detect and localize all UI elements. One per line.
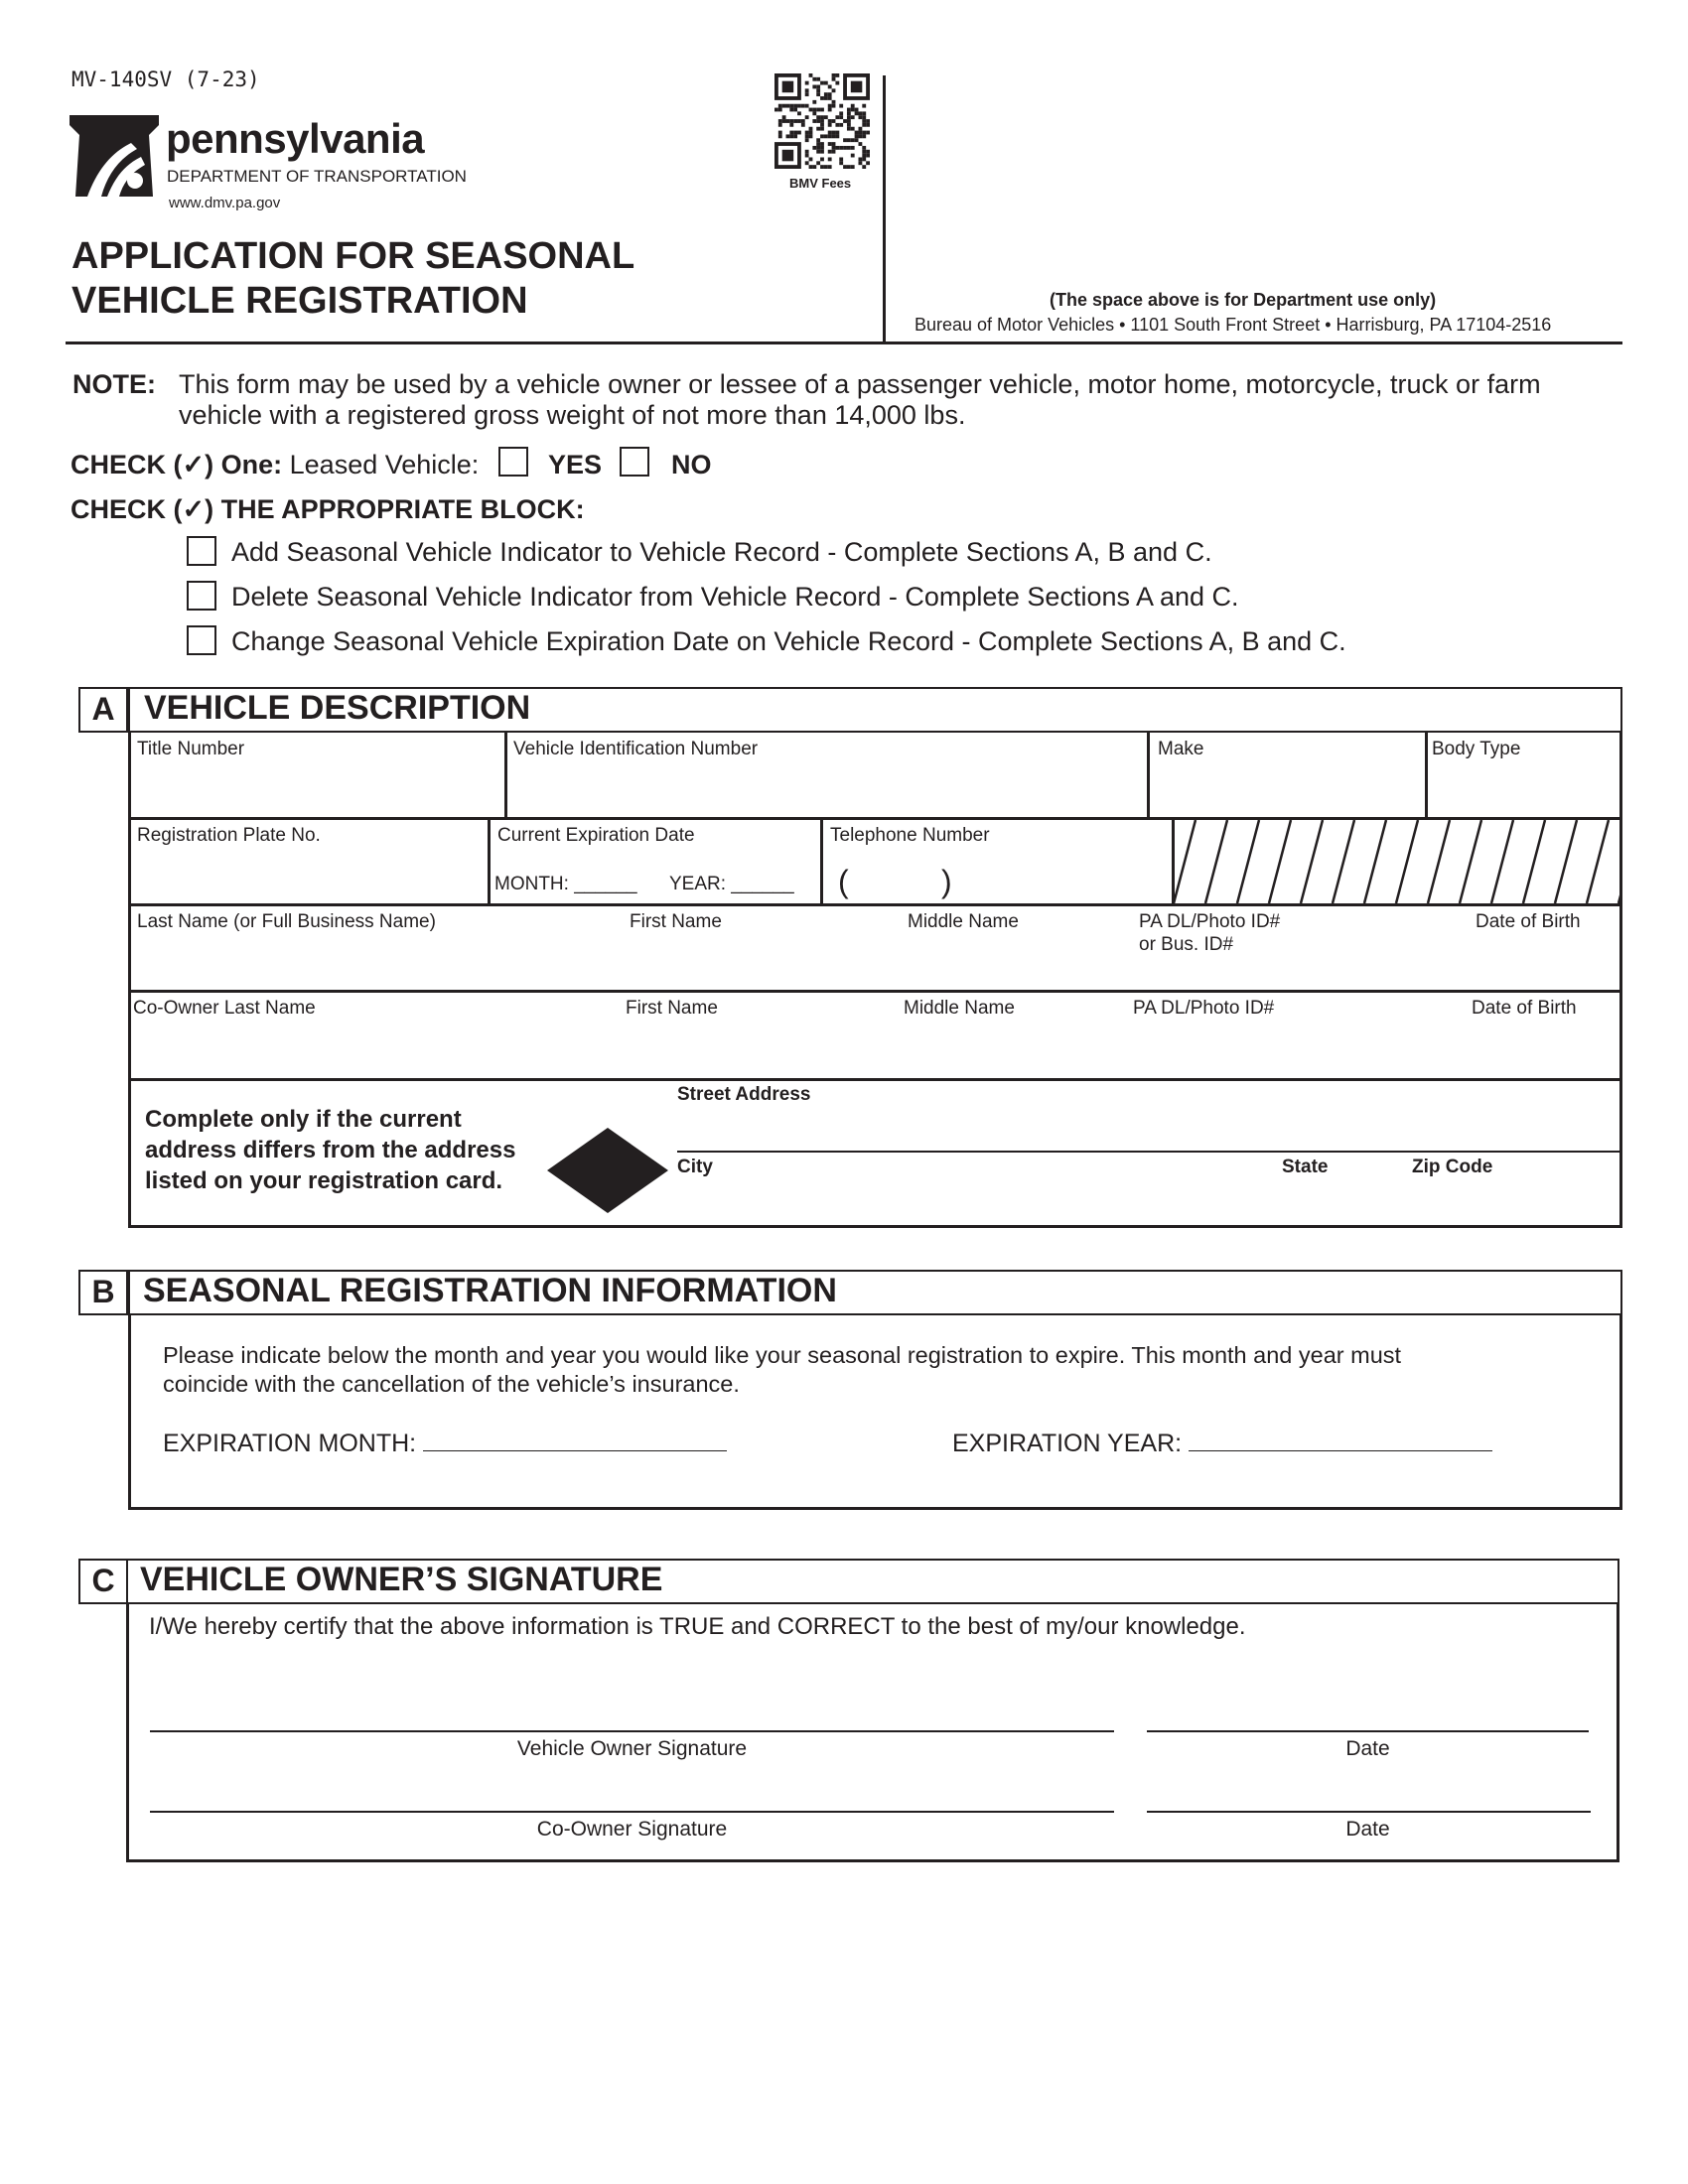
- delete-indicator-checkbox[interactable]: [187, 581, 216, 611]
- owner-date-label: Date: [1345, 1737, 1390, 1760]
- street-address-field[interactable]: [673, 1082, 1619, 1152]
- co-owner-name-field[interactable]: [130, 993, 1619, 1078]
- title-number-field[interactable]: [130, 733, 505, 818]
- qr-caption: BMV Fees: [789, 176, 852, 191]
- expiration-year-field[interactable]: [952, 1430, 1492, 1458]
- address-note-line3: listed on your registration card.: [145, 1167, 503, 1194]
- current-expiration-field[interactable]: [490, 820, 820, 903]
- check-one-label: [70, 450, 479, 480]
- leased-no-label: NO: [671, 450, 712, 479]
- current-expiration-label: Current Expiration Date: [497, 825, 695, 846]
- co-owner-dl-label: PA DL/Photo ID#: [1133, 998, 1275, 1019]
- change-expiration-label: Change Seasonal Vehicle Expiration Date on Vehicle Record - Complete Sections A, B and C.: [231, 626, 1346, 656]
- certification-statement: I/We hereby certify that the above information is TRUE and CORRECT to the best of my/our knowledge.: [149, 1613, 1246, 1640]
- zip-code-label: Zip Code: [1412, 1157, 1493, 1177]
- qr-code: [774, 73, 870, 169]
- address-note-line2: address differs from the address: [145, 1137, 516, 1163]
- co-owner-middle-name-label: Middle Name: [904, 998, 1015, 1019]
- co-owner-date-label: Date: [1345, 1818, 1390, 1841]
- state-label: State: [1282, 1157, 1329, 1177]
- note-line1: This form may be used by a vehicle owner or lessee of a passenger vehicle, motor home, motorcycle, truck or farm: [179, 369, 1541, 399]
- body-type-label: Body Type: [1432, 739, 1521, 759]
- leased-no-checkbox[interactable]: [620, 447, 649, 477]
- note-label: NOTE:: [72, 369, 156, 399]
- section-a-letter: A: [78, 687, 128, 733]
- co-owner-dob-label: Date of Birth: [1472, 998, 1577, 1019]
- section-a-title: VEHICLE DESCRIPTION: [144, 689, 531, 727]
- title-number-label: Title Number: [137, 739, 245, 759]
- middle-name-label: Middle Name: [908, 911, 1019, 932]
- owner-name-field[interactable]: [130, 906, 1619, 992]
- section-b-instructions-line1: Please indicate below the month and year you would like your seasonal registration to expire. This month and year must: [163, 1342, 1402, 1368]
- leased-yes-checkbox[interactable]: [498, 447, 528, 477]
- leased-vehicle-label: Leased Vehicle:: [289, 450, 480, 479]
- website: www.dmv.pa.gov: [169, 195, 281, 211]
- bureau-address: Bureau of Motor Vehicles • 1101 South Front Street • Harrisburg, PA 17104-2516: [914, 315, 1552, 335]
- delete-indicator-label: Delete Seasonal Vehicle Indicator from Vehicle Record - Complete Sections A and C.: [231, 582, 1239, 612]
- last-name-label: Last Name (or Full Business Name): [137, 911, 436, 932]
- note-line2: vehicle with a registered gross weight of not more than 14,000 lbs.: [179, 400, 966, 430]
- form-title-line2: VEHICLE REGISTRATION: [71, 280, 528, 322]
- agency-name: pennsylvania: [166, 115, 425, 162]
- section-c-title: VEHICLE OWNER’S SIGNATURE: [140, 1561, 663, 1598]
- street-address-label: Street Address: [677, 1084, 811, 1105]
- form-number: MV-140SV (7-23): [71, 68, 260, 91]
- make-field[interactable]: [1149, 733, 1425, 818]
- phone-paren-open: (: [838, 864, 849, 899]
- city-state-zip-field[interactable]: [673, 1154, 1619, 1223]
- city-label: City: [677, 1157, 713, 1177]
- penndot-logo: [70, 115, 159, 197]
- co-owner-last-name-label: Co-Owner Last Name: [133, 998, 316, 1019]
- bus-id-label: or Bus. ID#: [1139, 934, 1234, 955]
- section-b-letter: B: [78, 1270, 128, 1315]
- check-one-bold: CHECK (✓) One:: [70, 450, 283, 479]
- department-use-note: (The space above is for Department use only): [1050, 290, 1437, 310]
- change-expiration-checkbox[interactable]: [187, 625, 216, 655]
- address-note: [145, 1104, 515, 1196]
- make-label: Make: [1158, 739, 1204, 759]
- telephone-field[interactable]: [822, 820, 1172, 903]
- department-name: DEPARTMENT OF TRANSPORTATION: [167, 167, 467, 186]
- add-indicator-checkbox[interactable]: [187, 536, 216, 566]
- expiration-month-label: MONTH: ______: [494, 874, 637, 894]
- phone-paren-close: ): [941, 864, 952, 899]
- add-indicator-label: Add Seasonal Vehicle Indicator to Vehicle Record - Complete Sections A, B and C.: [231, 537, 1212, 567]
- hatch-pattern: [1174, 820, 1619, 903]
- registration-plate-label: Registration Plate No.: [137, 825, 321, 846]
- keystone-logo-icon: [70, 115, 159, 197]
- expiration-year-label-b: EXPIRATION YEAR:: [952, 1430, 1183, 1457]
- qr-code-icon: [774, 73, 870, 169]
- leased-yes-label: YES: [548, 450, 603, 479]
- section-c-letter: C: [78, 1559, 128, 1604]
- section-b-title: SEASONAL REGISTRATION INFORMATION: [143, 1272, 837, 1309]
- body-type-field[interactable]: [1427, 733, 1619, 818]
- form-title-line1: APPLICATION FOR SEASONAL: [71, 235, 635, 277]
- check-block-label: CHECK (✓) THE APPROPRIATE BLOCK:: [70, 494, 585, 524]
- vin-label: Vehicle Identification Number: [513, 739, 759, 759]
- co-owner-first-name-label: First Name: [626, 998, 718, 1019]
- hatched-area: [1174, 820, 1619, 903]
- address-note-line1: Complete only if the current: [145, 1106, 462, 1133]
- telephone-label: Telephone Number: [830, 825, 990, 846]
- diamond-pointer-icon: [547, 1128, 668, 1218]
- registration-plate-field[interactable]: [130, 820, 488, 903]
- dl-photo-id-label: PA DL/Photo ID#: [1139, 911, 1281, 932]
- first-name-label: First Name: [630, 911, 722, 932]
- co-owner-signature-label: Co-Owner Signature: [536, 1818, 728, 1841]
- expiration-month-field[interactable]: [163, 1430, 727, 1458]
- vin-field[interactable]: [506, 733, 1147, 818]
- section-b-instructions-line2: coincide with the cancellation of the vehicle’s insurance.: [163, 1371, 740, 1397]
- expiration-year-label: YEAR: ______: [669, 874, 794, 894]
- expiration-month-label-b: EXPIRATION MONTH:: [163, 1430, 417, 1457]
- vehicle-owner-signature-label: Vehicle Owner Signature: [516, 1737, 748, 1760]
- date-of-birth-label: Date of Birth: [1476, 911, 1581, 932]
